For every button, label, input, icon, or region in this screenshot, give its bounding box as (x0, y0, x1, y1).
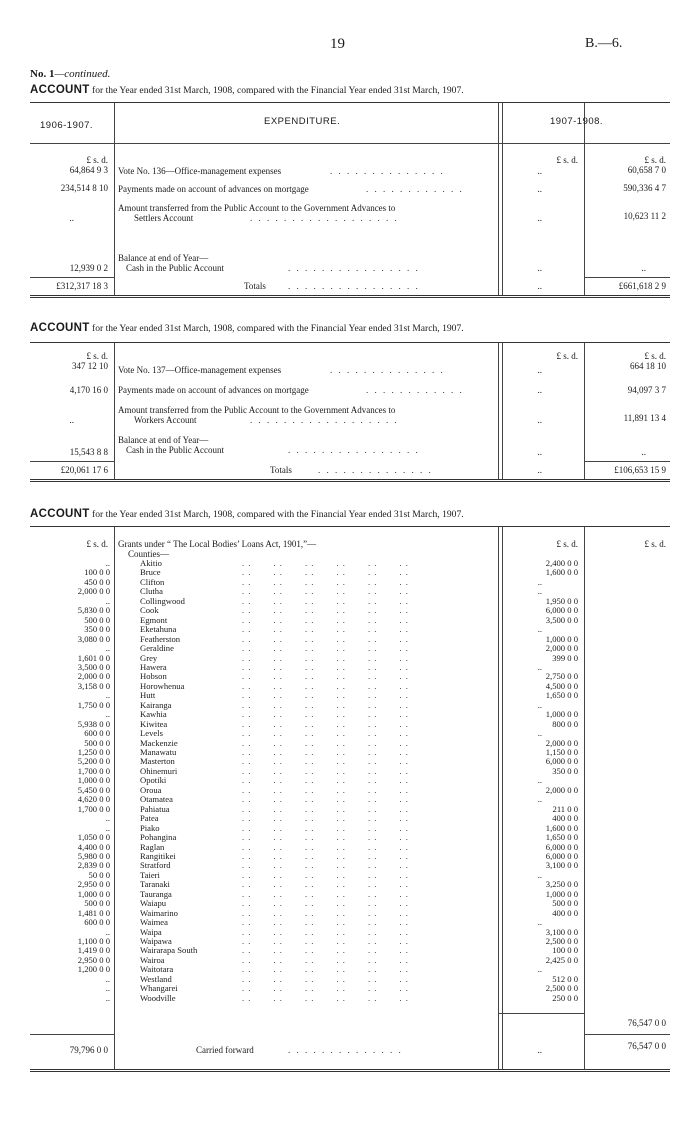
county-name: Wairoa (140, 954, 165, 965)
county-amount-1907: 4,500 0 0 (545, 680, 578, 691)
county-amount-1907: .. (537, 917, 542, 928)
county-amount-1907: 6,000 0 0 (545, 605, 578, 616)
leader-dots: . . . . . . . . . . . . (242, 747, 409, 757)
county-amount-1906: .. (105, 709, 110, 720)
carried-1906: 79,796 0 0 (69, 1045, 108, 1055)
total-1906: £312,317 18 3 (56, 281, 108, 291)
leader-dots: . . . . . . . . . . . . (242, 586, 409, 597)
county-amount-1906: .. (105, 595, 110, 606)
county-amount-1906: .. (105, 926, 110, 937)
county-name: Waimarino (140, 907, 178, 918)
leader-dots: . . . . . . . . . . . . (242, 964, 409, 975)
county-name: Egmont (140, 614, 168, 625)
county-amount-1906: 1,419 0 0 (77, 945, 110, 956)
amount-1907: 590,336 4 7 (623, 183, 666, 193)
county-name: Raglan (140, 841, 165, 852)
county-amount-1907: 1,000 0 0 (545, 633, 578, 644)
carried-mid: .. (537, 1045, 542, 1055)
account1-table: 1906-1907. EXPENDITURE. 1907-1908. £ s. d. £ s. d. £ s. d. 64,864 9 3 Vote No. 136—Office-management expenses . . . . . . . . . . . . . . .. 60,658 7 0 234,514 8 10 Payments made on account of advances on mortgage . . . . . . . . . . . . .. 590,336 4 7 .. Amount transferred from the Public Account to the Government Advances to Settlers Account . . . . . . . . . . . . . . . . . . .. 10,623 11 2 12,939 0 2 Balance at end of Year— Cash in the Public Account . . . . . . . . . . . . . . . . .. .. £312,317 18 3 Totals . . . . . . . . . . . . . . . . .. £661,618 2 9 (30, 102, 670, 298)
county-name: Clifton (140, 576, 165, 587)
county-amount-1907: .. (537, 775, 542, 786)
county-amount-1907: .. (537, 869, 542, 880)
leader-dots: . . . . . . . . . . . . (242, 728, 409, 739)
county-amount-1907: 2,400 0 0 (545, 558, 578, 568)
amount-mid: .. (537, 263, 542, 273)
county-amount-1906: .. (105, 690, 110, 701)
county-amount-1907: .. (537, 699, 542, 710)
county-amount-1906: 5,450 0 0 (77, 784, 110, 795)
amount-mid: .. (537, 365, 542, 375)
amount-1906: 347 12 10 (72, 361, 108, 371)
county-amount-1907: 1,000 0 0 (545, 709, 578, 720)
amount-1906: 15,543 8 8 (69, 447, 108, 457)
leader-dots: . . . . . . . . . . . . (242, 917, 409, 928)
county-amount-1906: .. (105, 992, 110, 1003)
county-name: Piako (140, 822, 160, 833)
county-amount-1906: 2,950 0 0 (77, 954, 110, 965)
amount-1907: 94,097 3 7 (627, 385, 666, 395)
counties-list (30, 559, 670, 1009)
amount-1907: 60,658 7 0 (627, 165, 666, 175)
account2-heading: ACCOUNT for the Year ended 31st March, 1908, compared with the Financial Year ended 31st March, 1907. (30, 322, 464, 334)
leader-dots: . . . . . . . . . . . . (242, 992, 409, 1003)
county-amount-1907: 6,000 0 0 (545, 850, 578, 861)
unit-header: £ s. d. (556, 155, 578, 165)
county-amount-1906: 1,200 0 0 (77, 964, 110, 975)
leader-dots: . . . . . . . . . . . . (242, 954, 409, 965)
county-amount-1907: .. (537, 964, 542, 975)
county-amount-1906: .. (105, 973, 110, 984)
county-amount-1906: 1,050 0 0 (77, 832, 110, 843)
county-amount-1906: .. (105, 643, 110, 654)
leader-dots: . . . . . . . . . . . . (242, 690, 409, 701)
county-amount-1907: 1,600 0 0 (545, 822, 578, 833)
amount-mid: .. (537, 415, 542, 425)
county-amount-1907: 211 0 0 (552, 803, 578, 814)
county-amount-1907: 6,000 0 0 (545, 756, 578, 767)
county-amount-1907: 2,000 0 0 (545, 737, 578, 748)
county-amount-1907: 2,500 0 0 (545, 936, 578, 946)
county-name: Woodville (140, 992, 176, 1003)
leader-dots: . . . . . . . . . . . . (242, 832, 409, 843)
county-name: Stratford (140, 860, 171, 871)
leader-dots: . . . . . . . . . . . . (242, 614, 409, 625)
leader-dots: . . . . . . . . . . . . (242, 567, 409, 578)
amount-1907: 11,891 13 4 (623, 413, 666, 423)
county-amount-1906: 500 0 0 (84, 737, 110, 748)
county-name: Cook (140, 605, 159, 616)
county-amount-1906: 1,481 0 0 (77, 907, 110, 918)
account3-table: £ s. d. Grants under “ The Local Bodies’ Loans Act, 1901,”— Counties— £ s. d. £ s. d. .. Akitio . . . . . . . . . . . . 2,400 0 0 100 0 0 Bruce . . . . . . . . . . . . 1,600 0 0 450 0 0 Clifton . . . . . . . . . . . . .. 2,000 0 0 Clutha . . . . . . . . . . . . .. .. Collingwood . . . . . . . . . . . . 1,950 0 0 5,830 0 0 Cook . . . . . . . . . . . . 6,000 0 0 500 0 0 Egmont . . . . . . . . . . . . 3,500 0 0 350 0 0 Eketahuna . . . . . . . . . . . . .. 3,080 0 0 Featherston . . . . . . . . . . . . 1,000 0 0 .. Geraldine . . . . . . . . . . . . 2,000 0 0 1,601 0 0 Grey . . . . . . . . . . . . 399 0 0 3,500 0 0 Hawera . . . . . . . . . . . . .. 2,000 0 0 Hobson . . . . . . . . . . . . 2,750 0 0 3,158 0 0 Horowhenua . . . . . . . . . . . . 4,500 0 0 .. Hutt . . . . . . . . . . . . 1,650 0 0 1,750 0 0 Kairanga . . . . . . . . . . . . .. .. Kawhia . . . . . . . . . . . . 1,000 0 0 5,938 0 0 Kiwitea . . . . . . . . . . . . 800 0 0 600 0 0 Levels . . . . . . . . . . . . .. 500 0 0 Mackenzie . . . . . . . . . . . . 2,000 0 0 1,250 0 0 Manawatu . . . . . . . . . . . . 1,150 0 0 5,200 0 0 Masterton . . . . . . . . . . . . 6,000 0 0 1,700 0 0 Ohinemuri . . . . . . . . . . . . 350 0 0 1,000 0 0 Opotiki . . . . . . . . . . . . .. 5,450 0 0 Oroua . . . . . . . . . . . . 2,000 0 0 4,620 0 0 Otamatea . . . . . . . . . . . . .. 1,700 0 0 Pahiatua . . . . . . . . . . . . 211 0 0 .. Patea . . . . . . . . . . . . 400 0 0 .. Piako . . . . . . . . . . . . 1,600 0 0 1,050 0 0 Pohangina . . . . . . . . . . . . 1,650 0 0 4,400 0 0 Raglan . . . . . . . . . . . . 6,000 0 0 5,980 0 0 Rangitikei . . . . . . . . . . . . 6,000 0 0 2,839 0 0 Stratford . . . . . . . . . . . . 3,100 0 0 50 0 0 Taieri . . . . . . . . . . . . .. 2,950 0 0 Taranaki . . . . . . . . . . . . 3,250 0 0 1,000 0 0 Tauranga . . . . . . . . . . . . 1,000 0 0 500 0 0 Waiapu . . . . . . . . . . . . 500 0 0 1,481 0 0 Waimarino . . . . . . . . . . . . 400 0 0 600 0 0 Waimea . . . . . . . . . . . . .. .. Waipa . . . . . . . . . . . . 3,100 0 0 1,100 0 0 Waipawa . . . . . . . . . . . . 2,500 0 0 1,419 0 0 Wairarapa South . . . . . . . . . . . . 100 0 0 2,950 0 0 Wairoa . . . . . . . . . . . . 2,425 0 0 1,200 0 0 Waitotara . . . . . . . . . . . . .. .. Westland . . . . . . . . . . . . 512 0 0 .. Whangarei . . . . . . . . . . . . 2,500 0 0 .. Woodville . . . . . . . . . . . . 250 0 0 76,547 0 0 79,796 0 0 Carried forward . . . . . . . . . . . . . . .. 76,547 0 0 (30, 526, 670, 1072)
county-amount-1906: 2,950 0 0 (77, 879, 110, 890)
county-name: Bruce (140, 567, 161, 578)
county-amount-1907: 512 0 0 (552, 973, 578, 984)
county-amount-1907: .. (537, 794, 542, 805)
unit-header: £ s. d. (644, 539, 666, 549)
account1-heading: ACCOUNT for the Year ended 31st March, 1908, compared with the Financial Year ended 31st March, 1907. (30, 84, 464, 96)
county-name: Oroua (140, 784, 162, 795)
leader-dots: . . . . . . . . . . . . (242, 737, 409, 748)
county-amount-1907: 3,100 0 0 (545, 926, 578, 937)
county-amount-1907: 100 0 0 (552, 945, 578, 956)
county-amount-1906: .. (105, 983, 110, 994)
county-amount-1906: 600 0 0 (84, 728, 110, 739)
county-amount-1907: 2,000 0 0 (545, 643, 578, 654)
county-name: Geraldine (140, 643, 174, 654)
leader-dots: . . . . . . . . . . . . (242, 945, 409, 956)
county-name: Akitio (140, 558, 162, 568)
amount-mid: .. (537, 184, 542, 194)
county-name: Waimea (140, 917, 168, 928)
county-amount-1906: 5,830 0 0 (77, 605, 110, 616)
amount-1907: 664 18 10 (630, 361, 666, 371)
leader-dots: . . . . . . . . . . . . (242, 633, 409, 644)
county-name: Waitotara (140, 964, 174, 975)
county-amount-1907: 2,500 0 0 (545, 983, 578, 994)
amount-1906: 4,170 16 0 (69, 385, 108, 395)
county-name: Pohangina (140, 832, 177, 843)
county-amount-1906: 5,200 0 0 (77, 756, 110, 767)
row-label: Vote No. 137—Office-management expenses (118, 365, 282, 375)
county-amount-1907: 2,425 0 0 (545, 954, 578, 965)
leader-dots: . . . . . . . . . . . . (242, 576, 409, 587)
county-amount-1906: 450 0 0 (84, 576, 110, 587)
leader-dots: . . . . . . . . . . . . (242, 888, 409, 899)
county-amount-1906: 3,500 0 0 (77, 661, 110, 672)
county-name: Collingwood (140, 595, 185, 606)
carried-1907: 76,547 0 0 (627, 1041, 666, 1051)
county-amount-1907: .. (537, 661, 542, 672)
county-name: Otamatea (140, 794, 173, 805)
county-name: Hutt (140, 690, 156, 701)
unit-header: £ s. d. (644, 155, 666, 165)
leader-dots: . . . . . . . . . . . . (242, 841, 409, 852)
leader-dots: . . . . . . . . . . . . (242, 595, 409, 606)
county-amount-1906: 1,700 0 0 (77, 803, 110, 814)
totals-label: Totals (244, 281, 266, 291)
county-amount-1907: 3,500 0 0 (545, 614, 578, 625)
leader-dots: . . . . . . . . . . . . (242, 699, 409, 710)
county-amount-1906: 5,938 0 0 (77, 718, 110, 729)
county-name: Waiapu (140, 898, 167, 909)
county-name: Whangarei (140, 983, 178, 994)
county-amount-1906: 5,980 0 0 (77, 850, 110, 861)
statement-number: No. 1—continued. (30, 68, 111, 80)
leader-dots: . . . . . . . . . . . . (242, 718, 409, 729)
leader-dots: . . . . . . . . . . . . (242, 869, 409, 880)
county-name: Hawera (140, 661, 167, 672)
county-amount-1907: .. (537, 728, 542, 739)
county-amount-1907: .. (537, 624, 542, 635)
totals-label: Totals (270, 465, 292, 475)
amount-mid: .. (537, 166, 542, 176)
amount-mid: .. (537, 447, 542, 457)
page-reference: B.—6. (585, 36, 623, 51)
county-amount-1907: 800 0 0 (552, 718, 578, 729)
leader-dots: . . . . . . . . . . . . (242, 822, 409, 833)
county-amount-1906: 1,100 0 0 (77, 936, 110, 946)
county-amount-1906: 3,158 0 0 (77, 680, 110, 691)
county-amount-1906: 2,839 0 0 (77, 860, 110, 871)
county-amount-1906: 50 0 0 (88, 869, 110, 880)
leader-dots: . . . . . . . . . . . . (242, 898, 409, 909)
county-amount-1907: 1,600 0 0 (545, 567, 578, 578)
county-amount-1906: 500 0 0 (84, 898, 110, 909)
county-name: Kawhia (140, 709, 167, 720)
county-name: Masterton (140, 756, 175, 767)
leader-dots: . . . . . . . . . . . . (242, 661, 409, 672)
county-amount-1907: 1,650 0 0 (545, 690, 578, 701)
leader-dots: . . . . . . . . . . . . (242, 709, 409, 720)
leader-dots: . . . . . . . . . . . . (242, 680, 409, 691)
leader-dots: . . . . . . . . . . . . (242, 765, 409, 776)
county-amount-1907: 399 0 0 (552, 652, 578, 663)
leader-dots: . . . . . . . . . . . . (242, 983, 409, 994)
leader-dots: . . . . . . . . . . . . (242, 775, 409, 786)
county-amount-1906: 1,000 0 0 (77, 888, 110, 899)
unit-header: £ s. d. (86, 539, 108, 549)
total-1907: £661,618 2 9 (618, 281, 666, 291)
county-amount-1906: 3,080 0 0 (77, 633, 110, 644)
col-header-1907-1908: 1907-1908. (550, 116, 604, 127)
unit-header: £ s. d. (86, 351, 108, 361)
county-amount-1906: 350 0 0 (84, 624, 110, 635)
county-amount-1907: 6,000 0 0 (545, 841, 578, 852)
amount-1906: 234,514 8 10 (60, 183, 108, 193)
amount-1907: 10,623 11 2 (623, 211, 666, 221)
county-amount-1907: 500 0 0 (552, 898, 578, 909)
county-name: Hobson (140, 671, 167, 682)
county-name: Taranaki (140, 879, 170, 890)
county-amount-1907: 2,000 0 0 (545, 784, 578, 795)
amount-1906: .. (69, 213, 74, 223)
county-name: Grey (140, 652, 158, 663)
leader-dots: . . . . . . . . . . . . (242, 860, 409, 871)
county-amount-1907: 3,250 0 0 (545, 879, 578, 890)
row-label: Cash in the Public Account (126, 263, 224, 273)
leader-dots: . . . . . . . . . . . . (242, 907, 409, 918)
county-name: Tauranga (140, 888, 172, 899)
county-amount-1907: 400 0 0 (552, 907, 578, 918)
county-name: Rangitikei (140, 850, 176, 861)
page-number: 19 (330, 36, 345, 52)
unit-header: £ s. d. (556, 539, 578, 549)
county-amount-1907: .. (537, 576, 542, 587)
amount-mid: .. (537, 385, 542, 395)
county-name: Taieri (140, 869, 160, 880)
county-amount-1906: .. (105, 822, 110, 833)
county-amount-1907: 1,000 0 0 (545, 888, 578, 899)
county-amount-1907: 1,950 0 0 (545, 595, 578, 606)
row-label: Payments made on account of advances on mortgage (118, 184, 309, 194)
county-amount-1906: 100 0 0 (84, 567, 110, 578)
county-name: Horowhenua (140, 680, 185, 691)
county-name: Featherston (140, 633, 181, 644)
county-amount-1906: .. (105, 558, 110, 568)
county-amount-1907: 2,750 0 0 (545, 671, 578, 682)
unit-header: £ s. d. (556, 351, 578, 361)
county-amount-1907: 1,650 0 0 (545, 832, 578, 843)
county-name: Westland (140, 973, 172, 984)
county-name: Eketahuna (140, 624, 177, 635)
county-amount-1907: 1,150 0 0 (545, 747, 578, 757)
leader-dots: . . . . . . . . . . . . (242, 652, 409, 663)
row-label: Vote No. 136—Office-management expenses (118, 166, 282, 176)
total-mid: .. (537, 465, 542, 475)
unit-header: £ s. d. (86, 155, 108, 165)
amount-1907: .. (641, 263, 646, 273)
amount-mid: .. (537, 213, 542, 223)
county-name: Kiwitea (140, 718, 168, 729)
leader-dots: . . . . . . . . . . . . (242, 558, 409, 568)
col-header-expenditure: EXPENDITURE. (264, 116, 341, 127)
county-name: Patea (140, 813, 159, 824)
county-amount-1906: 500 0 0 (84, 614, 110, 625)
leader-dots: . . . . . . . . . . . . (242, 671, 409, 682)
county-amount-1907: 3,100 0 0 (545, 860, 578, 871)
row-label: Amount transferred from the Public Account to the Government Advances to (118, 405, 396, 415)
row-label: Balance at end of Year— (118, 253, 209, 263)
account2-table: £ s. d. £ s. d. £ s. d. 347 12 10 Vote No. 137—Office-management expenses . . . . . . . . . . . . . . .. 664 18 10 4,170 16 0 Payments made on account of advances on mortgage . . . . . . . . . . . . .. 94,097 3 7 .. Amount transferred from the Public Account to the Government Advances to Workers Account . . . . . . . . . . . . . . . . . . .. 11,891 13 4 15,543 8 8 Balance at end of Year— Cash in the Public Account . . . . . . . . . . . . . . . . .. .. £20,061 17 6 Totals . . . . . . . . . . . . . . .. £106,653 15 9 (30, 342, 670, 482)
total-mid: .. (537, 281, 542, 291)
row-label: Workers Account (134, 415, 197, 425)
county-amount-1907: 250 0 0 (552, 992, 578, 1003)
amount-1906: 12,939 0 2 (69, 263, 108, 273)
leader-dots: . . . . . . . . . . . . (242, 643, 409, 654)
county-amount-1906: 1,601 0 0 (77, 652, 110, 663)
amount-1906: 64,864 9 3 (69, 165, 108, 175)
county-amount-1906: 600 0 0 (84, 917, 110, 928)
county-amount-1906: 2,000 0 0 (77, 586, 110, 597)
county-amount-1906: .. (105, 813, 110, 824)
amount-1906: .. (69, 415, 74, 425)
county-amount-1907: 400 0 0 (552, 813, 578, 824)
county-name: Mackenzie (140, 737, 178, 748)
leader-dots: . . . . . . . . . . . . (242, 879, 409, 890)
row-label: Balance at end of Year— (118, 435, 209, 445)
county-name: Opotiki (140, 775, 167, 786)
county-name: Waipawa (140, 936, 172, 946)
grants-heading: Grants under “ The Local Bodies’ Loans Act, 1901,”— (118, 539, 317, 549)
county-name: Wairarapa South (140, 945, 198, 956)
leader-dots: . . . . . . . . . . . . (242, 973, 409, 984)
leader-dots: . . . . . . . . . . . . (242, 850, 409, 861)
counties-heading: Counties— (128, 549, 170, 559)
row-label: Settlers Account (134, 213, 194, 223)
county-name: Clutha (140, 586, 163, 597)
leader-dots: . . . . . . . . . . . . (242, 756, 409, 767)
leader-dots: . . . . . . . . . . . . (242, 803, 409, 814)
leader-dots: . . . . . . . . . . . . (242, 794, 409, 805)
account3-heading: ACCOUNT for the Year ended 31st March, 1908, compared with the Financial Year ended 31st March, 1907. (30, 508, 464, 520)
row-label: Amount transferred from the Public Account to the Government Advances to (118, 203, 396, 213)
county-amount-1906: 1,750 0 0 (77, 699, 110, 710)
county-amount-1906: 1,000 0 0 (77, 775, 110, 786)
leader-dots: . . . . . . . . . . . . (242, 936, 409, 946)
county-amount-1907: 350 0 0 (552, 765, 578, 776)
county-amount-1906: 4,400 0 0 (77, 841, 110, 852)
row-label: Cash in the Public Account (126, 445, 224, 455)
county-amount-1906: 4,620 0 0 (77, 794, 110, 805)
subtotal-1907: 76,547 0 0 (627, 1018, 666, 1028)
col-header-1906-1907: 1906-1907. (40, 120, 94, 131)
county-amount-1906: 1,700 0 0 (77, 765, 110, 776)
leader-dots: . . . . . . . . . . . . (242, 813, 409, 824)
county-amount-1906: 2,000 0 0 (77, 671, 110, 682)
leader-dots: . . . . . . . . . . . . (242, 926, 409, 937)
total-1906: £20,061 17 6 (60, 465, 108, 475)
county-name: Waipa (140, 926, 162, 937)
carried-forward-label: Carried forward (196, 1045, 254, 1055)
amount-1907: .. (641, 447, 646, 457)
leader-dots: . . . . . . . . . . . . (242, 784, 409, 795)
leader-dots: . . . . . . . . . . . . (242, 605, 409, 616)
county-amount-1906: 1,250 0 0 (77, 747, 110, 757)
county-name: Manawatu (140, 747, 177, 757)
county-name: Levels (140, 728, 163, 739)
county-amount-1907: .. (537, 586, 542, 597)
county-name: Ohinemuri (140, 765, 178, 776)
county-name: Kairanga (140, 699, 172, 710)
leader-dots: . . . . . . . . . . . . (242, 624, 409, 635)
county-name: Pahiatua (140, 803, 170, 814)
row-label: Payments made on account of advances on mortgage (118, 385, 309, 395)
total-1907: £106,653 15 9 (614, 465, 666, 475)
unit-header: £ s. d. (644, 351, 666, 361)
